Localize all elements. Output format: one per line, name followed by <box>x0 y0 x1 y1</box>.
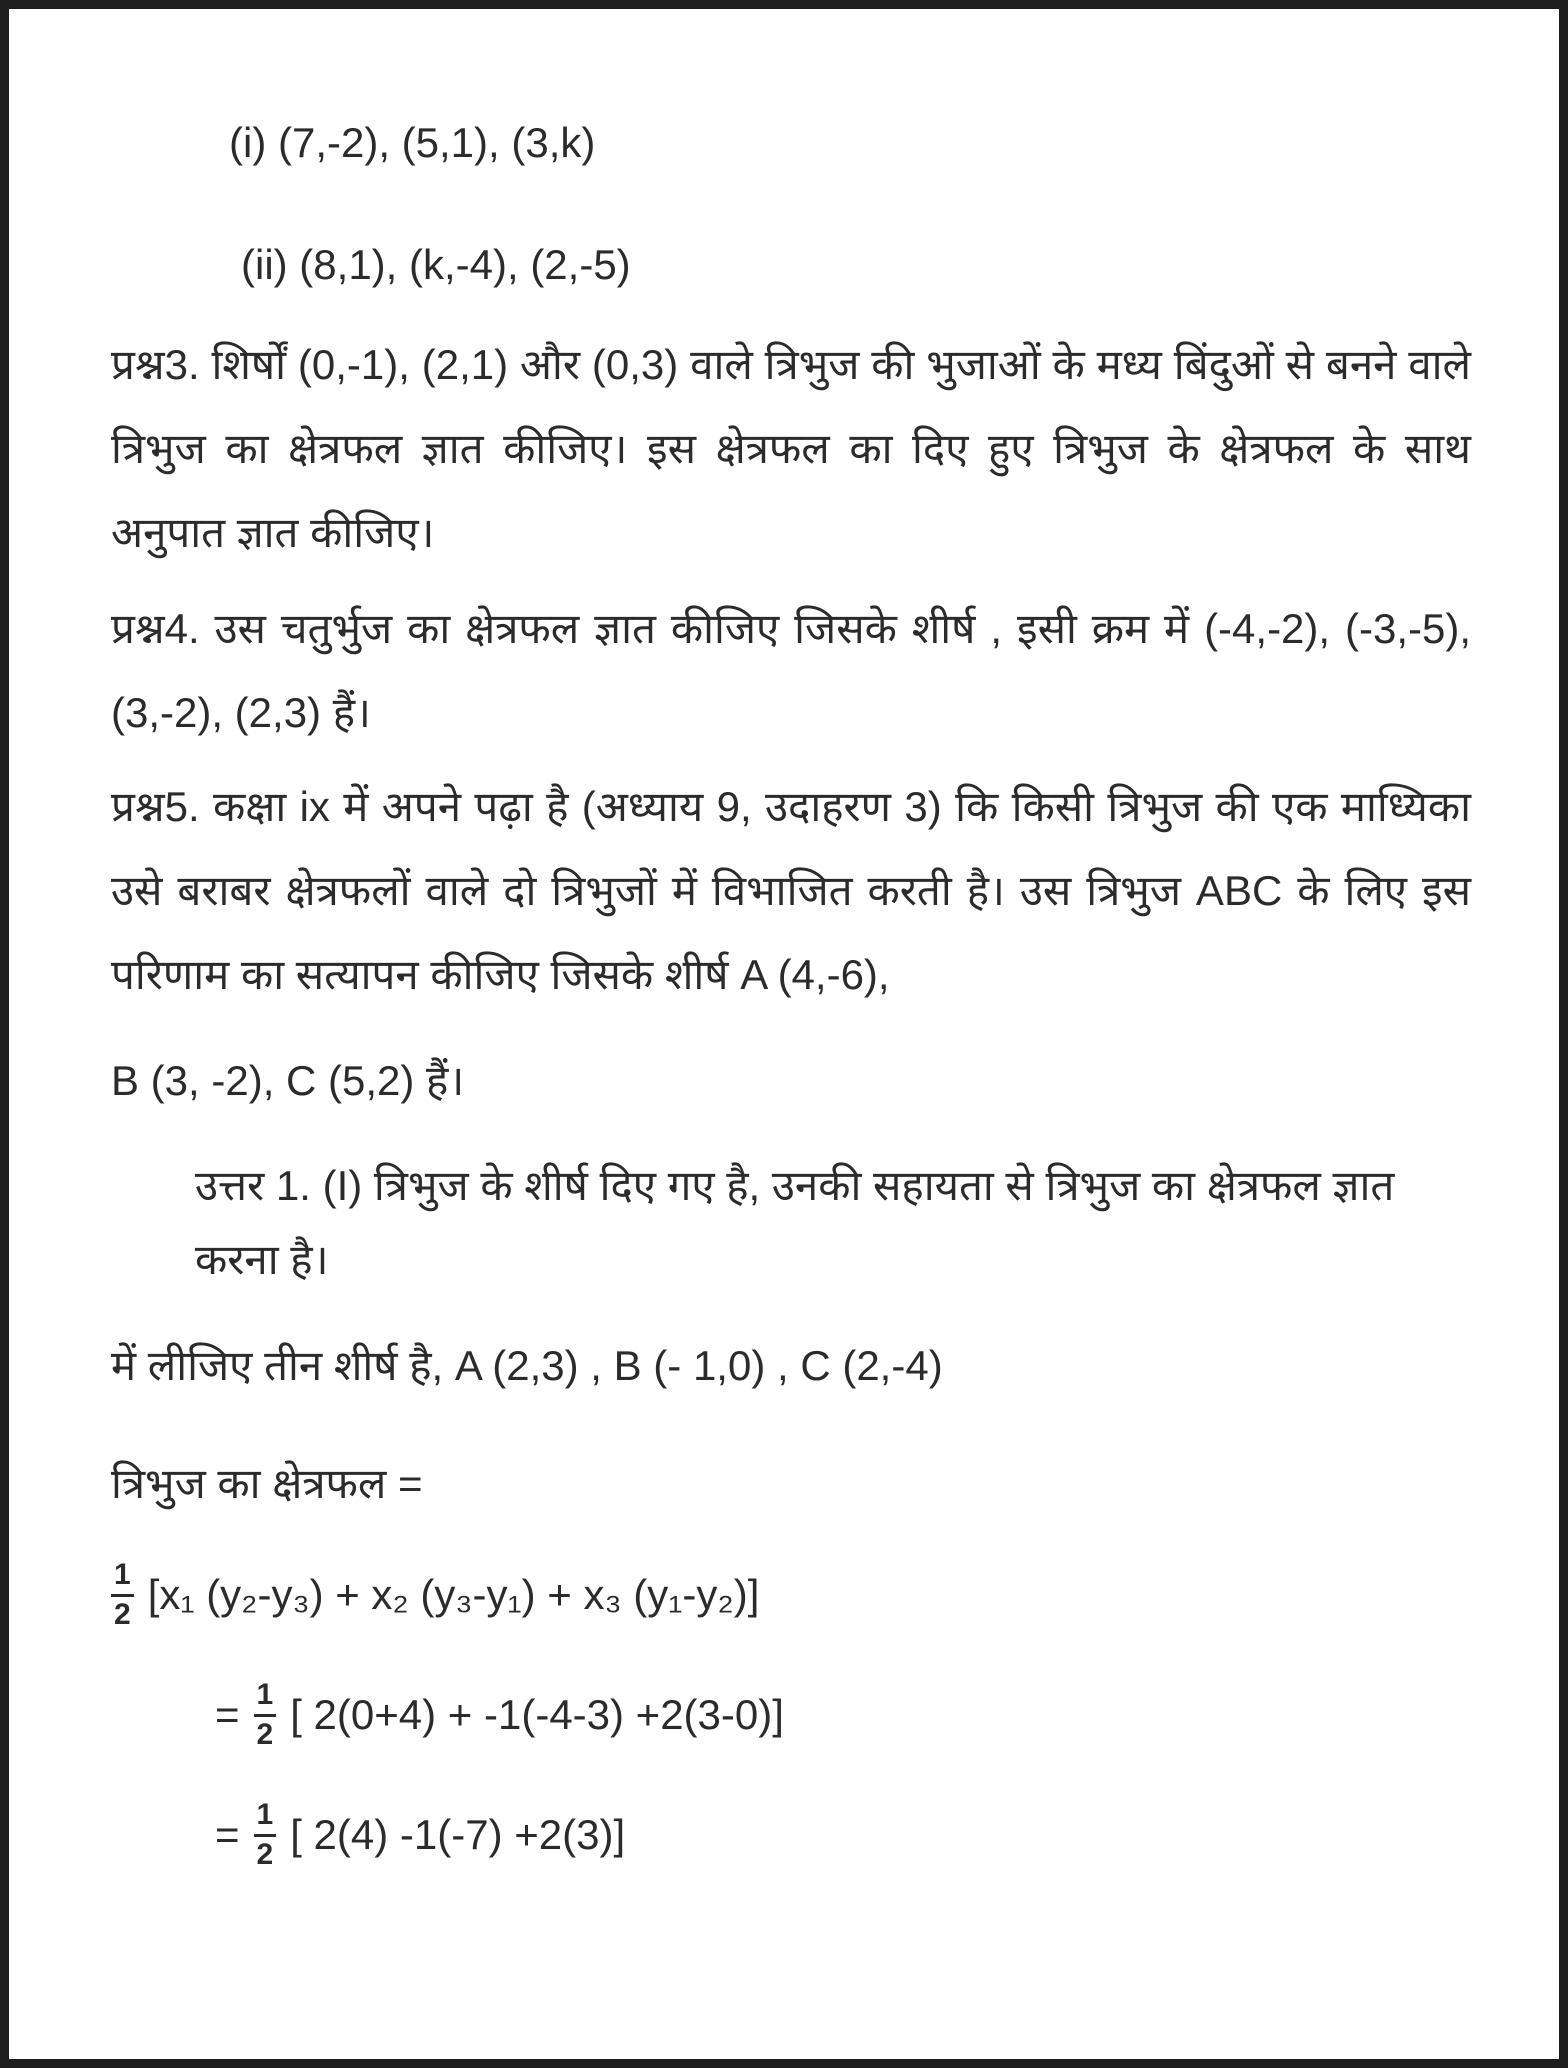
fraction-numerator: 1 <box>254 1798 277 1837</box>
question-5-text: प्रश्न5. कक्षा ix में अपने पढ़ा है (अध्याय 9, उदाहरण 3) कि किसी त्रिभुज की एक माध्यिका उसे बराबर क्षेत्रफलों वाले दो त्रिभुजों में विभाजित करती है। उस त्रिभुज ABC के लिए इस परिणाम का सत्यापन कीजिए जिसके शीर्ष A (4,-6), <box>111 783 1471 998</box>
fraction-one-half <box>111 1558 134 1632</box>
page-content <box>9 9 1559 1872</box>
fraction-numerator: 1 <box>254 1678 277 1717</box>
answer-1-intro-text: उत्तर 1. (I) त्रिभुज के शीर्ष दिए गए है, उनकी सहायता से त्रिभुज का क्षेत्रफल ज्ञात करना है। <box>195 1162 1395 1283</box>
coordinate-list-item-i: (i) (7,-2), (5,1), (3,k) <box>229 119 596 166</box>
equals-sign: = <box>215 1810 240 1858</box>
step-1-expression: [ 2(0+4) + -1(-4-3) +2(3-0)] <box>290 1690 784 1738</box>
fraction-denominator: 2 <box>256 1717 274 1751</box>
area-formula <box>111 1558 1471 1632</box>
equals-sign: = <box>215 1690 240 1738</box>
triangle-vertices-line: में लीजिए तीन शीर्ष है, A (2,3) , B (- 1,0) , C (2,-4) <box>111 1342 943 1389</box>
fraction-numerator: 1 <box>111 1558 134 1597</box>
fraction-one-half <box>254 1678 277 1752</box>
step-2-expression: [ 2(4) -1(-7) +2(3)] <box>290 1810 626 1858</box>
fraction-one-half <box>254 1798 277 1872</box>
coordinate-list-item-ii: (ii) (8,1), (k,-4), (2,-5) <box>241 241 631 288</box>
fraction-denominator: 2 <box>114 1597 131 1631</box>
question-5-continued-text: B (3, -2), C (5,2) हैं। <box>111 1057 465 1104</box>
question-4-text: प्रश्न4. उस चतुर्भुज का क्षेत्रफल ज्ञात कीजिए जिसके शीर्ष , इसी क्रम में (-4,-2), (-3,-5), (3,-2), (2,3) हैं। <box>111 605 1471 736</box>
formula-expression: [x₁ (y₂-y₃) + x₂ (y₃-y₁) + x₃ (y₁-y₂)] <box>147 1570 760 1618</box>
fraction-denominator: 2 <box>256 1837 274 1871</box>
calculation-step-2 <box>215 1798 1471 1872</box>
question-3-text: प्रश्न3. शिर्षों (0,-1), (2,1) और (0,3) वाले त्रिभुज की भुजाओं के मध्य बिंदुओं से बनने वाले त्रिभुज का क्षेत्रफल ज्ञात कीजिए। इस क्षेत्रफल का दिए हुए त्रिभुज के क्षेत्रफल के साथ अनुपात ज्ञात कीजिए। <box>111 341 1471 556</box>
area-of-triangle-label: त्रिभुज का क्षेत्रफल = <box>111 1460 423 1507</box>
calculation-step-1 <box>215 1678 1471 1752</box>
